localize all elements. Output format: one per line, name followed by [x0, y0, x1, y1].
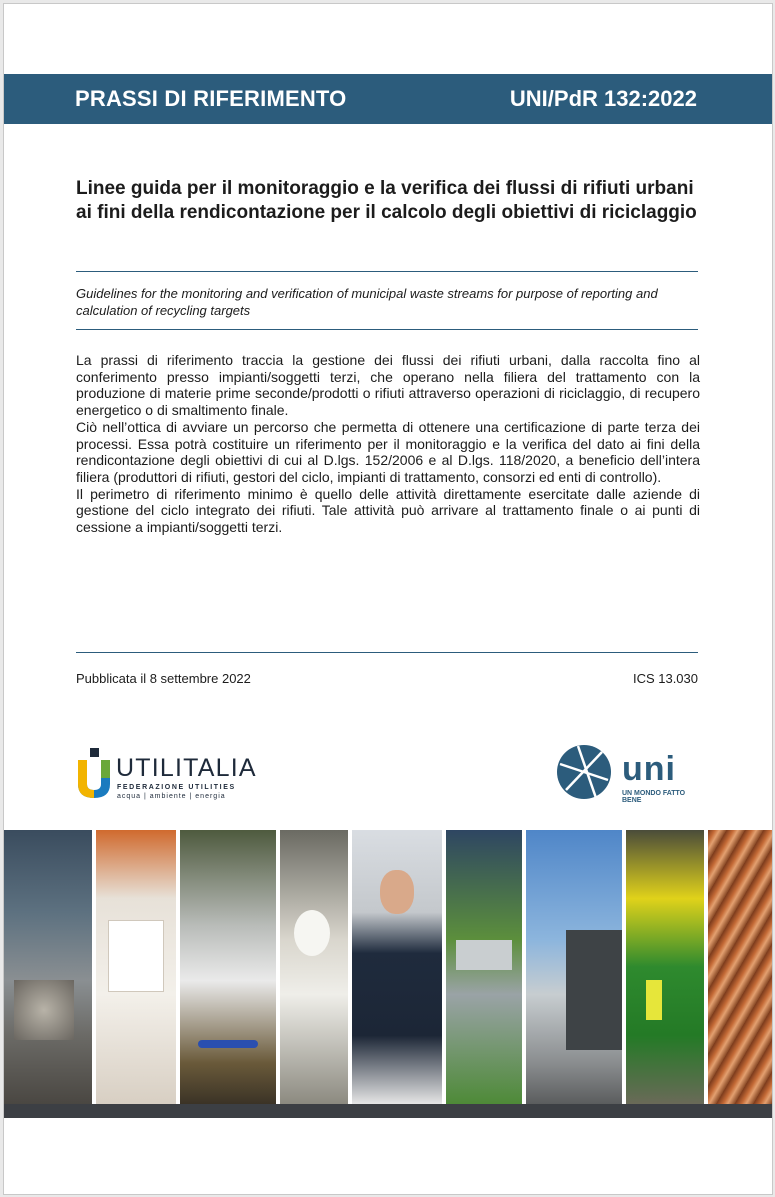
abstract-paragraph-3: Il perimetro di riferimento minimo è quello delle attività direttamente esercitate dalle aziende di gestione del ciclo integrato dei rifiuti. Tale attività può arrivare al trattamento finale o ai punti di cessione a impianti/soggetti terzi. — [76, 485, 700, 536]
document-title: Linee guida per il monitoraggio e la verifica dei flussi di rifiuti urbani ai fini della rendicontazione per il calcolo degli obiettivi di riciclaggio — [76, 178, 697, 223]
document-code: UNI/PdR 132:2022 — [509, 86, 697, 111]
photo-light-bulbs — [280, 830, 348, 1104]
uni-logo — [556, 744, 706, 804]
utilitalia-subtitle: FEDERAZIONE UTILITIES — [117, 784, 236, 791]
document-type: PRASSI DI RIFERIMENTO — [75, 86, 347, 111]
uni-globe-icon — [556, 744, 612, 800]
divider-top — [76, 271, 698, 272]
bottom-bar — [4, 1104, 772, 1118]
abstract-paragraph-2: Ciò nell’ottica di avviare un percorso che permetta di ottenere una certificazione di parte terza dei processi. Essa potrà costituire un riferimento per il monitoraggio e la verifica del dato ai fini della rendicontazione degli obiettivi di cui al D.lgs. 152/2006 e al D.lgs. 118/2020, a beneficio dell’intera filiera (produttori di rifiuti, gestori del ciclo, impianti di trattamento, consorzi ed enti di controllo). — [76, 418, 700, 485]
photo-street-sweeper — [180, 830, 276, 1104]
utilitalia-logo — [76, 746, 256, 804]
photo-waste-plant — [4, 830, 92, 1104]
utilitalia-tagline: acqua | ambiente | energia — [117, 793, 226, 800]
uni-tagline: UN MONDO FATTO BENE — [622, 790, 686, 804]
english-title: Guidelines for the monitoring and verification of municipal waste streams for purpose of reporting and calculation of recycling targets — [76, 286, 658, 318]
utilitalia-logo-icon — [76, 748, 112, 798]
document-page — [3, 3, 773, 1195]
header-banner — [4, 74, 772, 124]
photo-businessman — [352, 830, 442, 1104]
divider-bottom — [76, 652, 698, 653]
photo-copper-pipes — [708, 830, 772, 1104]
photo-documents — [96, 830, 176, 1104]
photo-recycling-workers — [626, 830, 704, 1104]
ics-code: ICS 13.030 — [632, 671, 698, 686]
photo-garbage-truck — [526, 830, 622, 1104]
divider-middle — [76, 329, 698, 330]
abstract — [76, 352, 700, 536]
publication-date: Pubblicata il 8 settembre 2022 — [76, 671, 251, 686]
uni-wordmark: uni — [622, 750, 676, 788]
abstract-paragraph-1: La prassi di riferimento traccia la gestione dei flussi dei rifiuti urbani, dalla raccolta fino al conferimento presso impianti/soggetti terzi, che operano nella filiera del trattamento con la produzione di materie prime seconde/prodotti o rifiuti attraverso operazioni di riciclaggio, di recupero energetico o di smaltimento finale. — [76, 352, 700, 419]
utilitalia-wordmark: UTILITALIA — [116, 754, 257, 782]
photo-strip — [4, 830, 772, 1104]
photo-treatment-plant — [446, 830, 522, 1104]
